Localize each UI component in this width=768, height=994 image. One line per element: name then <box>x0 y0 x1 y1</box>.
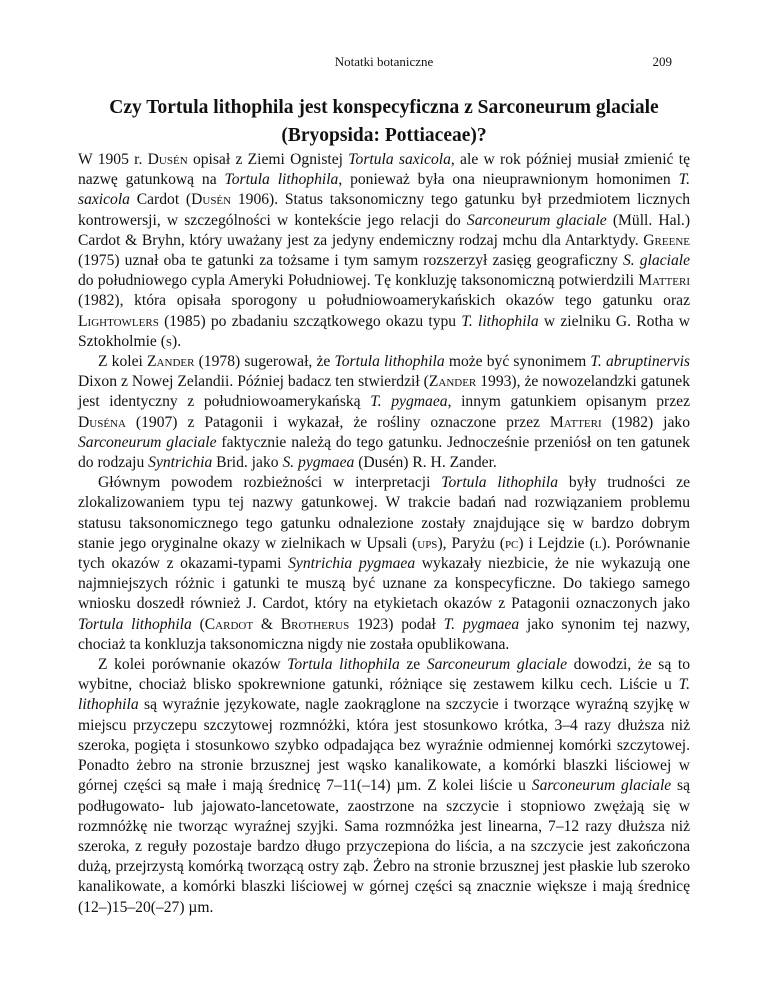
author-name: Matteri <box>549 413 602 431</box>
article-title <box>60 94 708 150</box>
paragraph: Z kolei Zander (1978) sugerował, że Tortula lithophila może być synonimem T. abruptinervis Dixon z Nowej Zelandii. Później badacz ten stwierdził (Zander 1993), że nowozelandzki gatunek jest identyczny z południowoamerykańską T. pygmaea, innym gatunkiem opisanym przez Dusénа (1907) z Patagonii i wykazał, że rośliny oznaczone przez Matteri (1982) jako Sarconeurum glaciale faktycznie należą do tego gatunku. Jednocześnie przeniósł on ten gatunek do rodzaju Syntrichia Brid. jako S. pygmaea (Dusén) R. H. Zander. <box>78 353 690 472</box>
author-name: Dusénа <box>78 413 126 431</box>
taxon-name: Tortula lithophila <box>287 656 400 674</box>
author-name: Zander <box>428 373 477 391</box>
author-name: s <box>165 332 173 350</box>
taxon-name: Tortula lithophila <box>441 474 559 492</box>
taxon-name: Sarconeurum glaciale <box>426 656 568 674</box>
taxon-name: S. pygmaea <box>282 454 355 472</box>
running-head <box>0 54 768 74</box>
taxon-name: T. pygmaea <box>370 393 448 411</box>
taxon-name: Tortula lithophila <box>78 615 192 633</box>
taxon-name: T. pygmaea <box>443 615 520 633</box>
paragraph: W 1905 r. Dusén opisał z Ziemi Ognistej Tortula saxicola, ale w rok później musiał zmienić tę nazwę gatunkową na Tortula lithophila, ponieważ była ona nieuprawnionym homonimen T. saxicola Cardot (Dusén 1906). Status taksonomiczny tego gatunku był przedmiotem licznych kontrowersji, w szczególności w kontekście jego relacji do Sarconeurum glaciale (Müll. Hal.) Cardot & Bryhn, który uważany jest za jedyny endemiczny rodzaj mchu dla Antarktydy. Greene (1975) uznał oba te gatunki za tożsame i tym samym rozszerzył zasięg geograficzny S. glaciale do południowego cypla Ameryki Południowej. Tę konkluzję taksonomiczną potwierdzili Matteri (1982), która opisała sporogony u południowoamerykańskich okazów tego gatunku oraz Lightowlers (1985) po zbadaniu szczątkowego okazu typu T. lithophila w zielniku G. Rotha w Sztokholmie (s). <box>78 151 691 350</box>
taxon-name: Sarconeurum glaciale <box>531 777 672 795</box>
author-name: ups <box>417 534 438 552</box>
taxon-name: Syntrichia <box>148 454 213 472</box>
author-name: Greene <box>643 231 690 249</box>
taxon-name: Sarconeurum glaciale <box>466 211 607 229</box>
taxon-name: T. lithophila <box>461 312 539 330</box>
page-number: 209 <box>652 54 672 69</box>
author-name: l <box>594 534 602 552</box>
taxon-name: Sarconeurum glaciale <box>78 433 217 451</box>
author-name: Matteri <box>638 272 690 290</box>
taxon-name: T. lithophila <box>78 676 690 714</box>
taxon-name: T. saxicola <box>78 171 690 209</box>
taxon-name: Tortula saxicola <box>348 151 451 168</box>
author-name: Dusén <box>191 191 232 209</box>
running-title: Notatki botaniczne <box>334 54 434 69</box>
author-name: pc <box>504 534 519 552</box>
taxon-name: Syntrichia pygmaea <box>288 555 416 573</box>
taxon-name: S. glaciale <box>622 252 690 270</box>
author-name: Zander <box>147 353 195 371</box>
taxon-name: Tortula lithophila <box>224 171 339 189</box>
author-name: Brotherus <box>280 615 350 633</box>
author-name: Cardot <box>204 615 254 633</box>
taxon-name: T. abruptinervis <box>590 353 690 371</box>
article-title-line-1: Czy Tortula lithophila jest konspecyficzna z Sarconeurum glaciale <box>109 97 659 118</box>
article-body <box>78 150 690 918</box>
author-name: Dusén <box>147 151 188 168</box>
author-name: Lightowlers <box>78 312 159 330</box>
paragraph: Głównym powodem rozbieżności w interpretacji Tortula lithophila były trudności ze zlokalizowaniem typu tej nazwy gatunkowej. W trakcie badań nad rozwiązaniem problemu statusu taksonomicznego tego gatunku odnalezione zostały znajdujące się w bardzo dobrym stanie jego oryginalne okazy w zielnikach w Upsali (ups), Paryżu (pc) i Lejdzie (l). Porównanie tych okazów z okazami-typami Syntrichia pygmaea wykazały niezbicie, że nie wykazują one najmniejszych różnic i gatunki te muszą być uznane za konspecyficzne. Do takiego samego wniosku doszedł również J. Cardot, który na etykietach okazów z Patagonii oznaczonych jako Tortula lithophila (Cardot & Brotherus 1923) podał T. pygmaea jako synonim tej nazwy, chociaż ta konkluzja taksonomiczna nigdy nie została opublikowana. <box>78 474 691 653</box>
article-title-line-2: (Bryopsida: Pottiaceae)? <box>281 125 487 146</box>
paragraph: Z kolei porównanie okazów Tortula lithophila ze Sarconeurum glaciale dowodzi, że są to wybitne, chociaż blisko spokrewnione gatunki, różniące się zestawem kilku cech. Liście u T. lithophila są wyraźnie językowate, nagle zaokrąglone na szczycie i tworzące wyraźną szyjkę w miejscu przyczepu szczytowej rozmnóżki, która jest stosunkowo krótka, 3–4 razy dłuższa niż szeroka, pogięta i stosunkowo szybko odpadająca bez wyraźnie odmiennej komórki szczytowej. Ponadto żebro na stronie brzusznej jest wąsko kanalikowate, a komórki blaszki liściowej w górnej części są małe i mają średnicę 7–11(–14) µm. Z kolei liście u Sarconeurum glaciale są podługowato- lub jajowato-lancetowate, zaostrzone na szczycie i stopniowo zwężają się w rozmnóżkę nie tworząc wyraźnej szyjki. Sama rozmnóżka jest linearna, 7–12 razy dłuższa niż szeroka, z reguły pozostaje bardzo długo przyczepiona do liścia, a na szczycie jest zakończona dużą, przejrzystą komórką tworzącą ostry ząb. Żebro na stronie brzusznej jest płaskie lub szeroko kanalikowate, a komórki blaszki liściowej w górnej części są znacznie większe i mają średnicę (12–)15–20(–27) µm. <box>78 656 691 916</box>
taxon-name: Tortula lithophila <box>334 353 445 371</box>
